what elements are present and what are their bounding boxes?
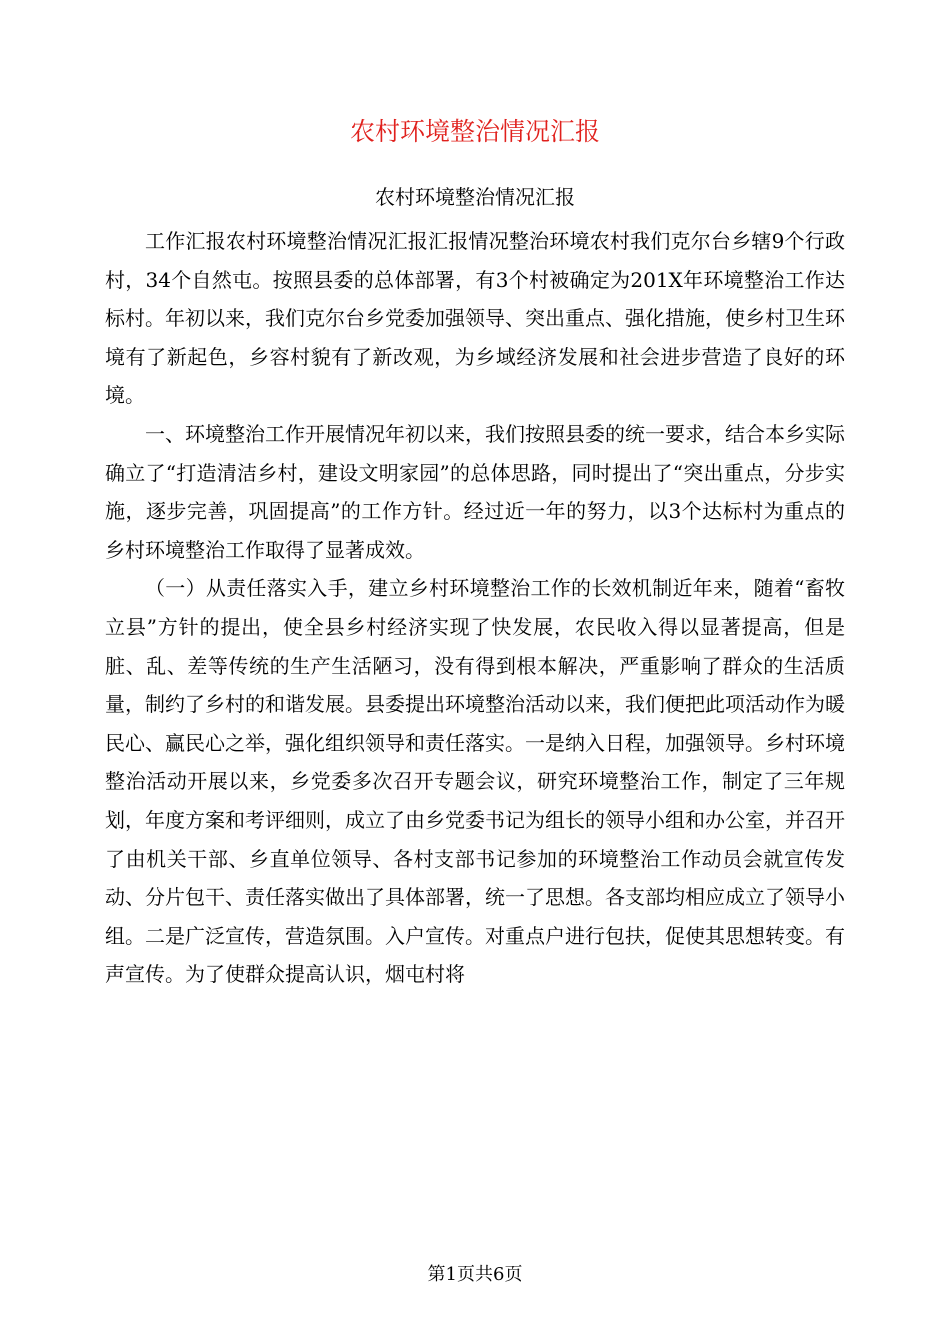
paragraph-intro: 工作汇报农村环境整治情况汇报汇报情况整治环境农村我们克尔台乡辖9个行政村，34个自然屯。按照县委的总体部署，有3个村被确定为201X年环境整治工作达标村。年初以来，我们克尔台乡党委加强领导、突出重点、强化措施，使乡村卫生环境有了新起色，乡容村貌有了新改观，为乡域经济发展和社会进步营造了良好的环境。	[105, 229, 845, 408]
document-title: 农村环境整治情况汇报	[349, 117, 600, 146]
page-number-footer: 第1页共6页	[427, 1264, 523, 1285]
paragraph-subsection-one: （一）从责任落实入手，建立乡村环境整治工作的长效机制近年来，随着“畜牧立县”方针的提出，使全县乡村经济实现了快发展，农民收入得以显著提高，但是脏、乱、差等传统的生产生活陋习，没有得到根本解决，严重影响了群众的生活质量，制约了乡村的和谐发展。县委提出环境整治活动以来，我们便把此项活动作为暖民心、赢民心之举，强化组织领导和责任落实。一是纳入日程，加强领导。乡村环境整治活动开展以来，乡党委多次召开专题会议，研究环境整治工作，制定了三年规划，年度方案和考评细则，成立了由乡党委书记为组长的领导小组和办公室，并召开了由机关干部、乡直单位领导、各村支部书记参加的环境整治工作动员会就宣传发动、分片包干、责任落实做出了具体部署，统一了思想。各支部均相应成立了领导小组。二是广泛宣传，营造氛围。入户宣传。对重点户进行包扶，促使其思想转变。有声宣传。为了使群众提高认识，烟屯村将	[105, 576, 845, 987]
document-body	[105, 222, 845, 994]
paragraph-section-one: 一、环境整治工作开展情况年初以来，我们按照县委的统一要求，结合本乡实际确立了“打造清洁乡村，建设文明家园”的总体思路，同时提出了“突出重点，分步实施，逐步完善，巩固提高”的工作方针。经过近一年的努力，以3个达标村为重点的乡村环境整治工作取得了显著成效。	[105, 421, 845, 562]
document-subtitle: 农村环境整治情况汇报	[375, 185, 575, 209]
